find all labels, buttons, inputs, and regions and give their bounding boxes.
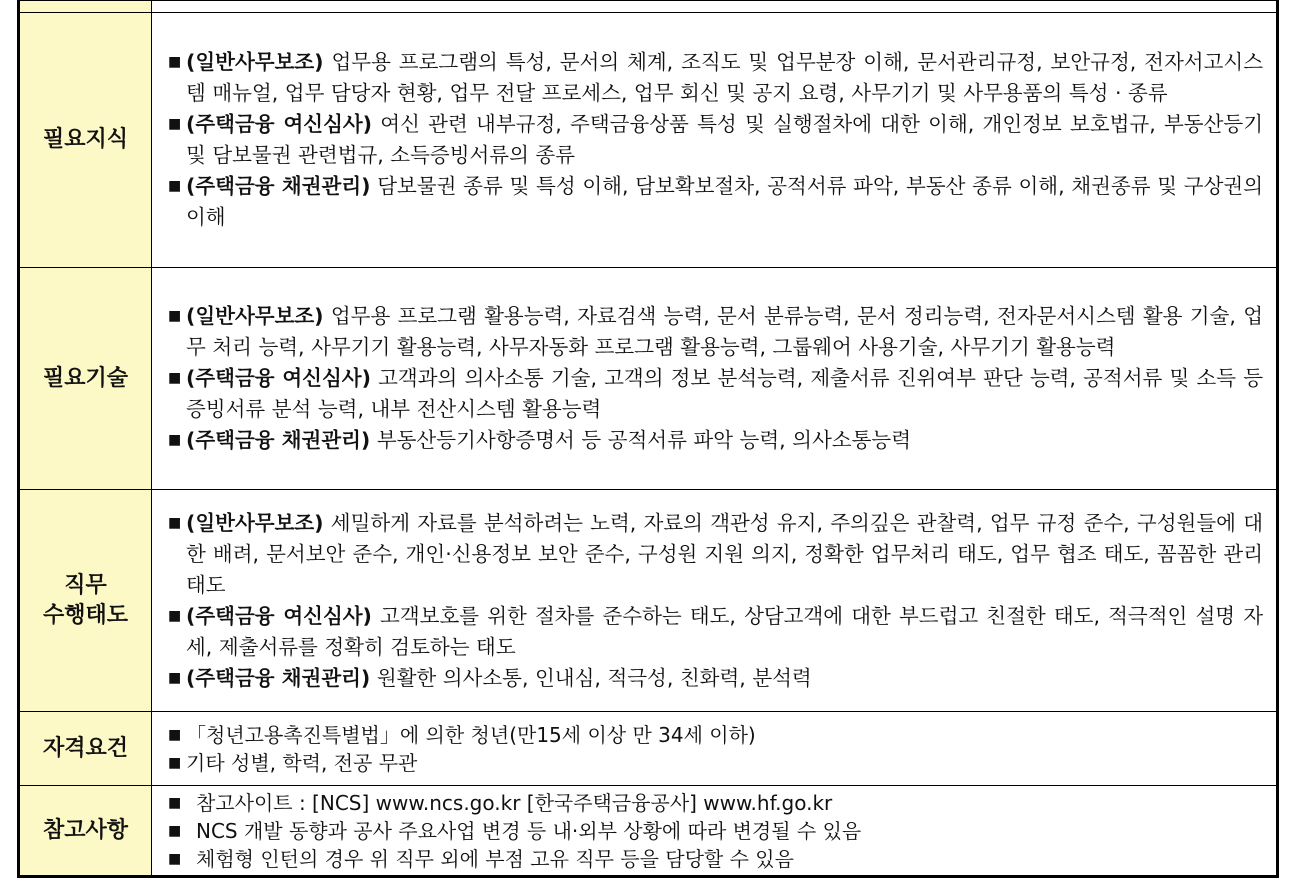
item-category-label: (일반사무보조)	[186, 304, 324, 328]
row-header-qualifications: 자격요건	[19, 712, 152, 786]
item-text: 고객보호를 위한 절차를 준수하는 태도, 상담고객에 대한 부드럽고 친절한 태도, 적극적인 설명 자세, 제출서류를 정확히 검토하는 태도	[186, 603, 1263, 659]
row-header-required-skills: 필요기술	[19, 268, 152, 490]
top-cut-header-cell	[19, 1, 152, 13]
list-item	[168, 789, 1263, 817]
row-header-notes: 참고사항	[19, 786, 152, 877]
item-text: 세밀하게 자료를 분석하려는 노력, 자료의 객관성 유지, 주의깊은 관찰력, 업무 규정 준수, 구성원들에 대한 배려, 문서보안 준수, 개인·신용정보 보안 준수, 구성원 지원 의지, 정확한 업무처리 태도, 업무 협조 태도, 꼼꼼한 관리태도	[186, 510, 1263, 597]
qualifications-content	[152, 712, 1278, 786]
list-item	[168, 171, 1263, 233]
square-bullet-icon: ■	[168, 754, 182, 771]
item-text: NCS 개발 동향과 공사 주요사업 변경 등 내·외부 상황에 따라 변경될 수 있음	[196, 818, 862, 843]
square-bullet-icon: ■	[168, 116, 182, 132]
item-category-label: (일반사무보조)	[186, 510, 324, 535]
item-text: 참고사이트 : [NCS] www.ncs.go.kr [한국주택금융공사] www.hf.go.kr	[196, 790, 833, 815]
item-text: 업무용 프로그램 활용능력, 자료검색 능력, 문서 분류능력, 문서 정리능력, 전자문서시스템 활용 기술, 업무 처리 능력, 사무기기 활용능력, 사무자동화 프로그램 활용능력, 그룹웨어 사용기술, 사무기기 활용능력	[186, 304, 1263, 359]
row-required-skills	[19, 268, 1278, 490]
item-text: 업무용 프로그램의 특성, 문서의 체계, 조직도 및 업무분장 이해, 문서관리규정, 보안규정, 전자서고시스템 매뉴얼, 업무 담당자 현황, 업무 전달 프로세스, 업무 회신 및 공지 요령, 사무기기 및 사무용품의 특성 · 종류	[186, 50, 1263, 105]
item-text: 여신 관련 내부규정, 주택금융상품 특성 및 실행절차에 대한 이해, 개인정보 보호법규, 부동산등기 및 담보물권 관련법규, 소득증빙서류의 종류	[186, 112, 1263, 167]
square-bullet-icon: ■	[168, 178, 182, 194]
job-description-table	[17, 0, 1279, 878]
notes-content	[152, 786, 1278, 877]
item-category-label: (주택금융 채권관리)	[186, 428, 371, 452]
list-item	[168, 109, 1263, 171]
row-header-job-attitude	[19, 490, 152, 712]
list-item	[168, 845, 1263, 873]
square-bullet-icon: ■	[168, 850, 182, 867]
list-item	[168, 47, 1263, 109]
square-bullet-icon: ■	[168, 822, 182, 839]
list-item	[168, 817, 1263, 845]
row-qualifications	[19, 712, 1278, 786]
item-category-label: (주택금융 여신심사)	[186, 366, 371, 390]
list-item	[168, 301, 1263, 363]
item-text: 체험형 인턴의 경우 위 직무 외에 부점 고유 직무 등을 담당할 수 있음	[196, 846, 794, 871]
item-category-label: (주택금융 채권관리)	[186, 174, 371, 198]
square-bullet-icon: ■	[168, 607, 182, 624]
item-category-label: (일반사무보조)	[186, 50, 324, 74]
top-cut-content-cell	[152, 1, 1278, 13]
square-bullet-icon: ■	[168, 669, 182, 686]
list-item	[168, 601, 1263, 663]
job-attitude-content	[152, 490, 1278, 712]
item-category-label: (주택금융 채권관리)	[186, 665, 371, 690]
item-text: 「청년고용촉진특별법」에 의한 청년(만15세 이상 만 34세 이하)	[186, 722, 756, 747]
list-item	[168, 663, 1263, 694]
item-text: 고객과의 의사소통 기술, 고객의 정보 분석능력, 제출서류 진위여부 판단 능력, 공적서류 및 소득 등 증빙서류 분석 능력, 내부 전산시스템 활용능력	[186, 366, 1264, 421]
top-cut-row	[19, 1, 1278, 13]
list-item	[168, 425, 1263, 456]
row-header-required-knowledge: 필요지식	[19, 13, 152, 268]
item-text: 기타 성별, 학력, 전공 무관	[186, 750, 418, 775]
square-bullet-icon: ■	[168, 370, 182, 386]
item-text: 담보물권 종류 및 특성 이해, 담보확보절차, 공적서류 파악, 부동산 종류 이해, 채권종류 및 구상권의 이해	[186, 174, 1263, 229]
list-item	[168, 721, 1263, 749]
square-bullet-icon: ■	[168, 308, 182, 324]
header-line: 직무	[64, 572, 107, 598]
header-line: 수행태도	[42, 602, 128, 628]
square-bullet-icon: ■	[168, 514, 182, 531]
square-bullet-icon: ■	[168, 54, 182, 70]
row-notes	[19, 786, 1278, 877]
list-item	[168, 508, 1263, 601]
square-bullet-icon: ■	[168, 794, 182, 811]
square-bullet-icon: ■	[168, 432, 182, 448]
item-text: 원활한 의사소통, 인내심, 적극성, 친화력, 분석력	[370, 665, 812, 690]
required-skills-content	[152, 268, 1278, 490]
square-bullet-icon: ■	[168, 726, 182, 743]
required-knowledge-content	[152, 13, 1278, 268]
row-job-attitude	[19, 490, 1278, 712]
row-required-knowledge	[19, 13, 1278, 268]
item-category-label: (주택금융 여신심사)	[186, 112, 373, 136]
list-item	[168, 749, 1263, 777]
item-category-label: (주택금융 여신심사)	[186, 603, 372, 628]
item-text: 부동산등기사항증명서 등 공적서류 파악 능력, 의사소통능력	[370, 428, 912, 452]
list-item	[168, 363, 1263, 425]
